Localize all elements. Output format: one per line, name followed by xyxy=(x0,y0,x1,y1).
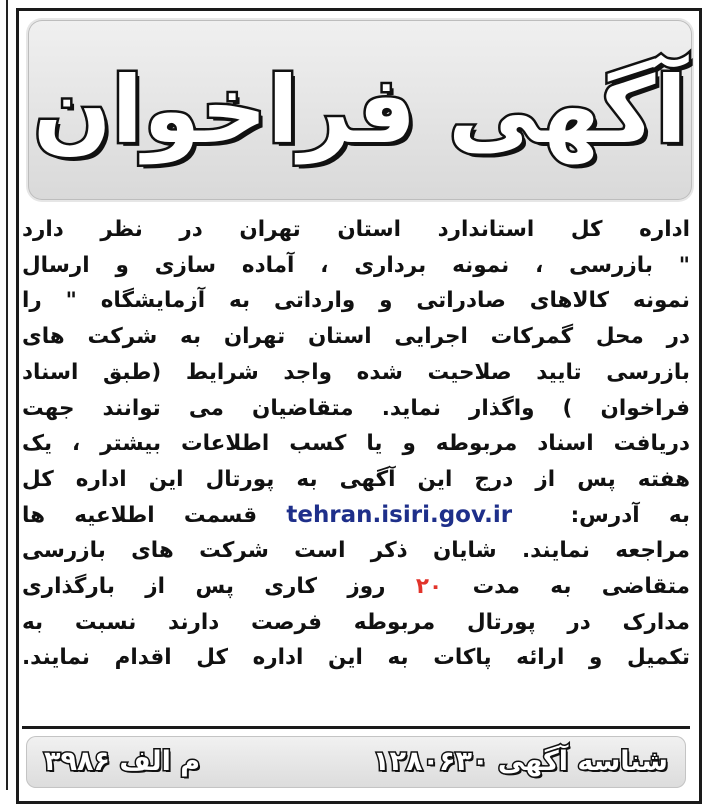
body-line: نمونه کالاهای صادراتی و وارداتی به آزمایشگاه " را xyxy=(22,288,690,314)
title-banner xyxy=(28,20,692,200)
footer-divider xyxy=(22,726,690,729)
portal-url-link[interactable]: tehran.isiri.gov.ir xyxy=(286,501,513,528)
body-line: " بازرسی ، نمونه برداری ، آماده سازی و ارسال xyxy=(22,252,690,278)
body-line: مراجعه نمایند. شایان ذکر است شرکت های بازرسی xyxy=(22,538,690,564)
announcement-body xyxy=(22,212,690,722)
deadline-suffix: روز کاری پس از بارگذاری xyxy=(22,574,386,600)
body-line: بازرسی تایید صلاحیت شده واجد شرایط (طبق اسناد xyxy=(22,359,690,385)
ad-code: م الف ۳۹۸۶ xyxy=(44,746,201,777)
body-line-last: تکمیل و ارائه پاکات به این اداره کل اقدام نمایند. xyxy=(22,645,690,671)
deadline-days: ۲۰ xyxy=(415,574,443,600)
body-line: اداره کل استاندارد استان تهران در نظر دارد xyxy=(22,217,690,242)
ad-id: شناسه آگهی ۱۲۸۰۶۳۰ xyxy=(373,746,668,777)
body-line: دریافت اسناد مربوطه و یا کسب اطلاعات بیشتر ، یک xyxy=(22,431,690,457)
left-margin-rule xyxy=(6,0,8,790)
body-line: هفته پس از درج این آگهی به پورتال این اداره کل xyxy=(22,466,690,492)
body-line-deadline xyxy=(22,569,690,605)
body-line: فراخوان ) واگذار نماید. متقاضیان می توانند جهت xyxy=(22,395,690,421)
body-line-address xyxy=(22,498,690,534)
body-line: مدارک در پورتال مربوطه فرصت دارند نسبت به xyxy=(22,609,690,635)
footer-banner xyxy=(26,736,686,788)
body-line: در محل گمرکات اجرایی استان تهران به شرکت های xyxy=(22,324,690,350)
address-label: به آدرس: xyxy=(570,502,690,528)
section-label: قسمت اطلاعیه ها xyxy=(22,502,258,528)
ad-title: آگهی فراخوان xyxy=(33,56,687,164)
deadline-prefix: متقاضی به مدت xyxy=(472,574,690,600)
